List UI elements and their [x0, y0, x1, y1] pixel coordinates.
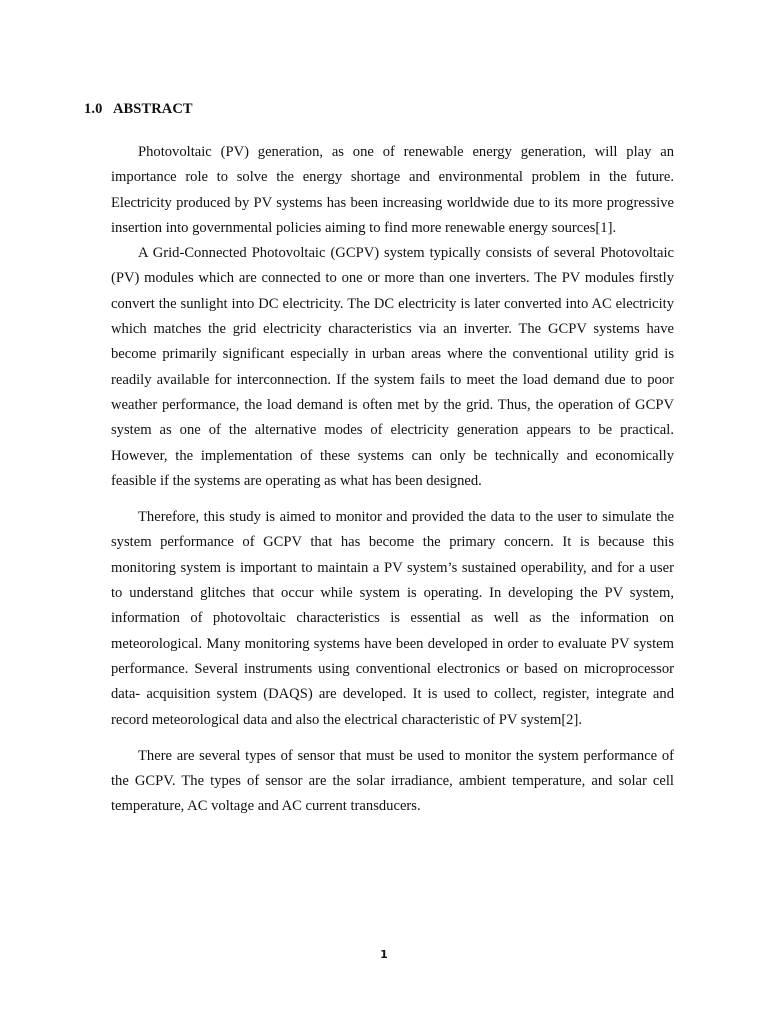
section-title: ABSTRACT: [112, 101, 193, 117]
section-heading: [84, 101, 193, 118]
page-number: 1: [380, 948, 388, 961]
section-number: 1.0: [84, 101, 103, 117]
paragraph-gcpv-system: A Grid-Connected Photovoltaic (GCPV) system typically consists of several Photovoltaic (PV) modules which are connected to one or more than one inverters. The PV modules firstly convert the sunlight into DC electricity. The DC electricity is later converted into AC electricity which matches the grid electricity characteristics via an inverter. The GCPV systems have become primarily significant especially in urban areas where the conventional utility grid is readily available for interconnection. If the system fails to meet the load demand due to poor weather performance, the load demand is often met by the grid. Thus, the operation of GCPV system as one of the alternative modes of electricity generation appears to be practical. However, the implementation of these systems can only be technically and economically feasible if the systems are operating as what has been designed.: [111, 245, 674, 489]
abstract-body: [111, 140, 674, 820]
paragraph-study-aim: Therefore, this study is aimed to monitor and provided the data to the user to simulate the system performance of GCPV that has become the primary concern. It is because this monitoring system is important to maintain a PV system’s sustained operability, and for a user to understand glitches that occur while system is operating. In developing the PV system, information of photovoltaic characteristics is essential as well as the information on meteorological. Many monitoring systems have been developed in order to evaluate PV system performance. Several instruments using conventional electronics or based on microprocessor data- acquisition system (DAQS) are developed. It is used to collect, register, integrate and record meteorological data and also the electrical characteristic of PV system[2].: [111, 509, 674, 728]
paragraph-pv-generation: Photovoltaic (PV) generation, as one of renewable energy generation, will play an importance role to solve the energy shortage and environmental problem in the future. Electricity produced by PV systems has been increasing worldwide due to its more progressive insertion into governmental policies aiming to find more renewable energy sources[1].: [111, 144, 674, 236]
paragraph-sensor-types: There are several types of sensor that must be used to monitor the system performance of the GCPV. The types of sensor are the solar irradiance, ambient temperature, and solar cell temperature, AC voltage and AC current transducers.: [111, 747, 674, 815]
